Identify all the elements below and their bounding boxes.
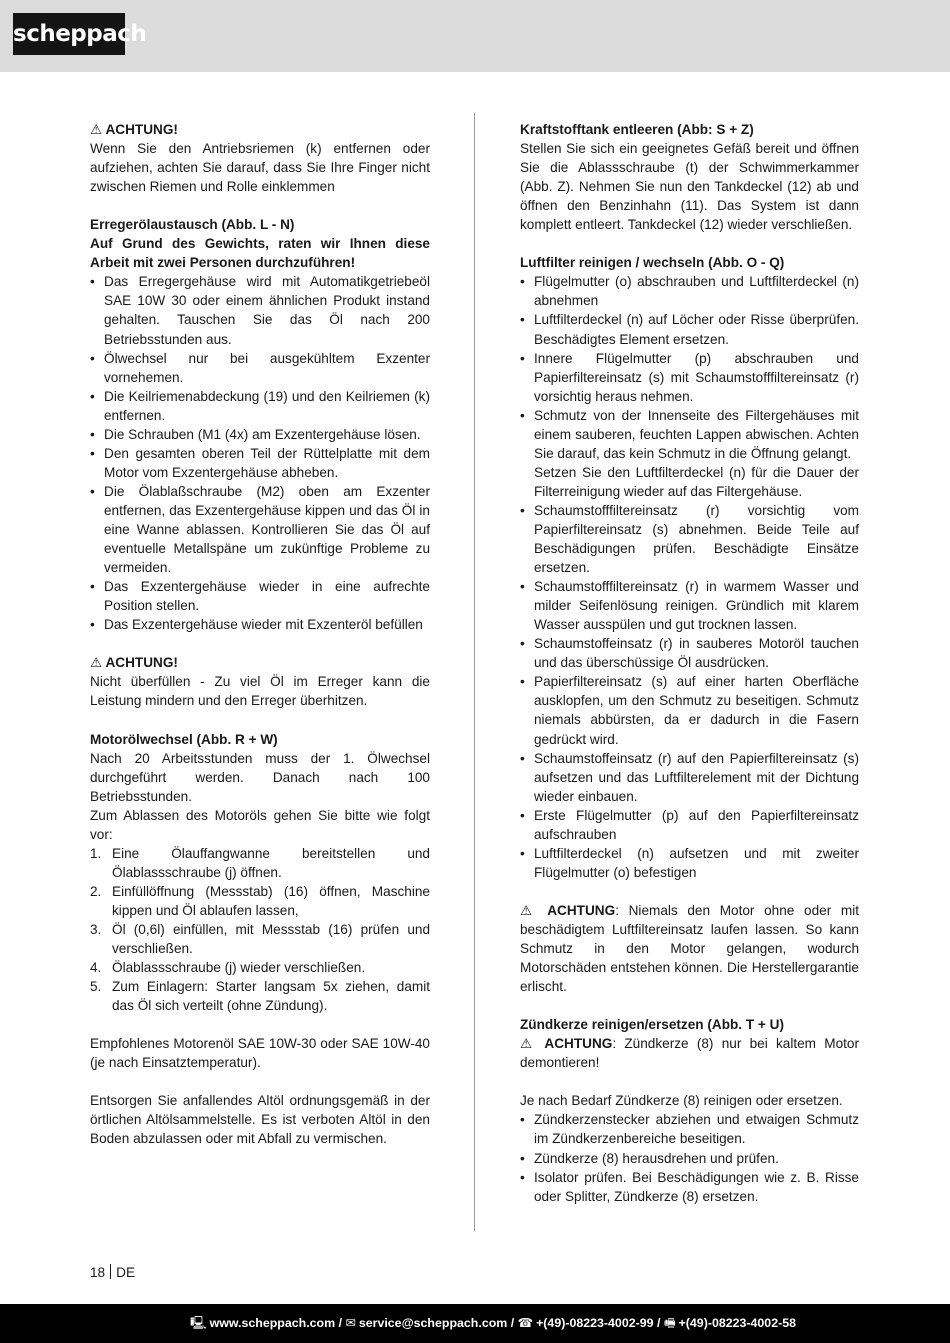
section-title: Erregerölaustausch (Abb. L - N) <box>90 217 295 233</box>
list-item: • Erste Flügelmutter (p) auf den Papierfiltereinsatz aufschrauben <box>520 807 859 842</box>
warning-paragraph: ⚠ ACHTUNG: Niemals den Motor ohne oder mit beschädigtem Luftfiltereinsatz laufen lassen. So kann Schmutz in den Motor gelangen, wodurch Motorschäden entstehen können. Die Herstellergarantie erlischt. <box>520 902 859 995</box>
paragraph: Empfohlenes Motorenöl SAE 10W-30 oder SAE 10W-40 (je nach Einsatztemperatur). <box>90 1036 430 1071</box>
warning-paragraph: ⚠ ACHTUNG: Zündkerze (8) nur bei kaltem Motor demontieren! <box>520 1036 859 1071</box>
list-item: • Isolator prüfen. Bei Beschädigungen wie z. B. Risse oder Splitter, Zündkerze (8) ersetzen. <box>520 1169 859 1204</box>
left-column <box>90 120 430 1149</box>
list-item: • Zündkerzenstecker abziehen und etwaigen Schmutz im Zündkerzenbereiche beseitigen. <box>520 1112 859 1147</box>
list-item: • Schaumstofffiltereinsatz (r) in warmem Wasser und milder Seifenlösung reinigen. Gründlich mit klarem Wasser ausspülen und gut trocknen lassen. <box>520 579 859 633</box>
list-item: • Zündkerze (8) herausdrehen und prüfen. <box>520 1150 779 1166</box>
numbered-list <box>90 844 430 1015</box>
list-item: • Schmutz von der Innenseite des Filtergehäuses mit einem sauberen, feuchten Lappen abwischen. Achten Sie darauf, das kein Schmutz in die Öffnung gelangt. Setzen Sie den Luftfilterdeckel (n) für die Dauer der Filterreinigung wieder auf das Filtergehäuse. <box>520 407 859 499</box>
warning-heading: ⚠ ACHTUNG! <box>90 122 178 137</box>
bullet-list <box>520 272 859 882</box>
column-divider <box>474 113 475 1231</box>
warning-heading: ⚠ ACHTUNG! <box>90 655 178 671</box>
list-item: • Die Ölablaßschraube (M2) oben am Exzenter entfernen, das Exzentergehäuse kippen und das Öl in eine Wanne ablassen. Kontrollieren Sie das Öl auf eventuelle Metallspäne um zukünftige Probleme zu vermeiden. <box>90 483 430 576</box>
list-item: 5. Zum Einlagern: Starter langsam 5x ziehen, damit das Öl sich verteilt (ohne Zündung). <box>90 979 430 1014</box>
footer-bar <box>0 1304 950 1343</box>
list-item: • Luftfilterdeckel (n) aufsetzen und mit zweiter Flügelmutter (o) befestigen <box>520 845 859 880</box>
list-item: 1. Eine Ölauffangwanne bereitstellen und Ölablassschraube (j) öffnen. <box>90 845 430 880</box>
warning-text: Nicht überfüllen - Zu viel Öl im Erreger kann die Leistung mindern und den Erreger überhitzen. <box>90 674 430 709</box>
paragraph: Entsorgen Sie anfallendes Altöl ordnungsgemäß in der örtlichen Altölsammelstelle. Es ist verboten Altöl in den Boden abzulassen oder mit Abfall zu vermischen. <box>90 1093 430 1147</box>
list-item: • Schaumstoffeinsatz (r) auf den Papierfiltereinsatz (s) aufsetzen und das Luftfilterelement mit der Dichtung wieder einbauen. <box>520 750 859 804</box>
list-item: • Die Schrauben (M1 (4x) am Exzentergehäuse lösen. <box>90 426 421 442</box>
list-item: • Das Exzentergehäuse wieder mit Exzenteröl befüllen <box>90 617 423 633</box>
scheppach-logo: scheppach <box>13 13 125 55</box>
warning-text: Wenn Sie den Antriebsriemen (k) entfernen oder aufziehen, achten Sie darauf, dass Sie Ihre Finger nicht zwischen Riemen und Rolle einklemmen <box>90 141 430 195</box>
bullet-list <box>520 1110 859 1205</box>
section-bold-note: Auf Grund des Gewichts, raten wir Ihnen diese Arbeit mit zwei Personen durchzuführen! <box>90 236 430 271</box>
list-item: • Schaumstoffeinsatz (r) in sauberes Motoröl tauchen und das überschüssige Öl ausdrücken. <box>520 636 859 671</box>
warning-label: ⚠ ACHTUNG <box>520 902 616 918</box>
right-column <box>520 120 859 1206</box>
list-item: • Flügelmutter (o) abschrauben und Luftfilterdeckel (n) abnehmen <box>520 274 859 309</box>
warning-label: ⚠ ACHTUNG <box>520 1036 613 1052</box>
list-item: • Ölwechsel nur bei ausgekühltem Exzenter vornehemen. <box>90 350 430 385</box>
header-bar <box>0 0 950 72</box>
list-item: • Den gesamten oberen Teil der Rüttelplatte mit dem Motor vom Exzentergehäuse abheben. <box>90 445 430 480</box>
phone-icon: ☎ <box>517 1316 534 1330</box>
list-item: • Das Exzentergehäuse wieder in eine aufrechte Position stellen. <box>90 579 430 614</box>
page-number: 18 DE <box>90 1265 136 1280</box>
list-item: • Luftfilterdeckel (n) auf Löcher oder Risse überprüfen. Beschädigtes Element ersetzen. <box>520 312 859 347</box>
list-item: • Das Erregergehäuse wird mit Automatikgetriebeöl SAE 10W 30 oder einem ähnlichen Produkt instand gehalten. Tauschen Sie das Öl nach 200 Betriebsstunden aus. <box>90 274 430 347</box>
list-item: • Innere Flügelmutter (p) abschrauben und Papierfiltereinsatz (s) mit Schaumstofffiltereinsatz (r) vorsichtig heraus nehmen. <box>520 350 859 404</box>
mail-icon: ✉ <box>345 1316 356 1330</box>
footer-contact: 🖳 www.scheppach.com / ✉ service@scheppach.com / ☎ +(49)-08223-4002-99 / 🖷 +(49)-08223-4002-58 <box>190 1316 796 1330</box>
section-title: Kraftstofftank entleeren (Abb: S + Z) <box>520 122 754 137</box>
list-item: 2. Einfüllöffnung (Messstab) (16) öffnen, Maschine kippen und Öl ablaufen lassen, <box>90 883 430 918</box>
phone-number: +(49)-08223-4002-99 <box>536 1316 654 1330</box>
paragraph: Stellen Sie sich ein geeignetes Gefäß bereit und öffnen Sie die Ablassschraube (t) der Schwimmerkammer (Abb. Z). Nehmen Sie nun den Tankdeckel (12) ab und öffnen den Benzinhahn (11). Das System ist dann komplett entleert. Tankdeckel (12) wieder verschließen. <box>520 141 859 233</box>
paragraph: Je nach Bedarf Zündkerze (8) reinigen oder ersetzen. <box>520 1093 843 1109</box>
paragraph: Nach 20 Arbeitsstunden muss der 1. Ölwechsel durchgeführt werden. Danach nach 100 Betriebsstunden. <box>90 750 430 804</box>
list-item: • Schaumstofffiltereinsatz (r) vorsichtig vom Papierfiltereinsatz (s) abnehmen. Beide Teile auf Beschädigungen prüfen. Beschädigte Einsätze ersetzen. <box>520 502 859 576</box>
email-link[interactable]: service@scheppach.com <box>358 1316 508 1330</box>
computer-icon: 🖳 <box>190 1316 207 1330</box>
fax-number: +(49)-08223-4002-58 <box>678 1316 796 1330</box>
section-title: Zündkerze reinigen/ersetzen (Abb. T + U) <box>520 1017 784 1033</box>
fax-icon: 🖷 <box>663 1316 676 1330</box>
bullet-list <box>90 272 430 634</box>
paragraph: Zum Ablassen des Motoröls gehen Sie bitte wie folgt vor: <box>90 807 430 842</box>
list-item: 3. Öl (0,6l) einfüllen, mit Messstab (16) prüfen und verschließen. <box>90 921 430 957</box>
section-title: Motorölwechsel (Abb. R + W) <box>90 731 278 747</box>
list-item: 4. Ölablassschraube (j) wieder verschließen. <box>90 960 366 976</box>
list-item: • Papierfiltereinsatz (s) auf einer harten Oberfläche ausklopfen, um den Schmutz zu beseitigen. Schmutz niemals abbürsten, da er dadurch in die Fasern gedrückt wird. <box>520 674 859 747</box>
list-item: • Die Keilriemenabdeckung (19) und den Keilriemen (k) entfernen. <box>90 388 430 423</box>
section-title: Luftfilter reinigen / wechseln (Abb. O - Q) <box>520 255 785 271</box>
website-link[interactable]: www.scheppach.com <box>209 1316 336 1330</box>
